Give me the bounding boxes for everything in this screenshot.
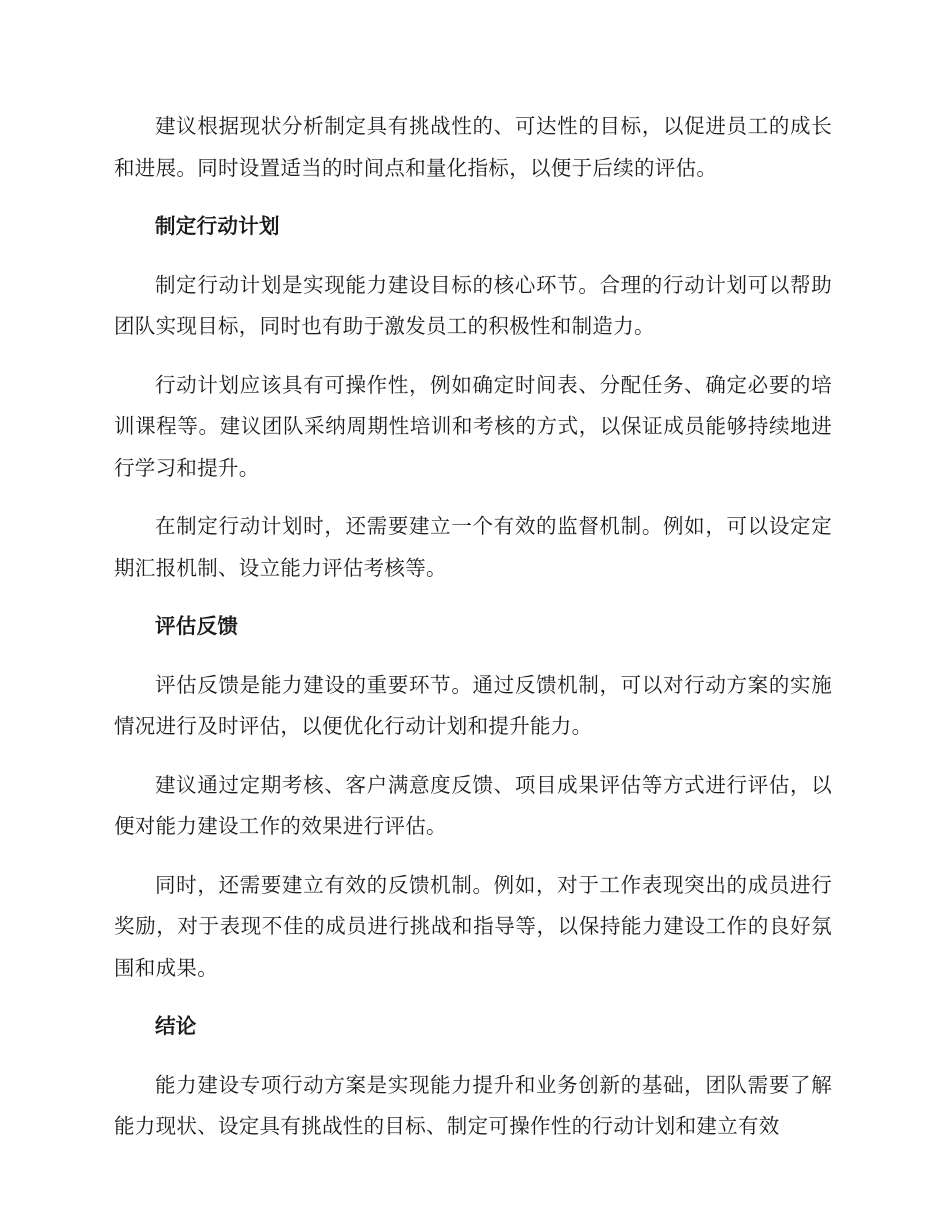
document-body (114, 106, 832, 1165)
heading-action-plan: 制定行动计划 (155, 214, 280, 238)
paragraph-conclusion: 能力建设专项行动方案是实现能力提升和业务创新的基础，团队需要了解能力现状、设定具有挑战性的目标、制定可操作性的行动计划和建立有效 (114, 1072, 832, 1138)
paragraph-feedback-mechanism: 同时，还需要建立有效的反馈机制。例如，对于工作表现突出的成员进行奖励，对于表现不佳的成员进行挑战和指导等，以保持能力建设工作的良好氛围和成果。 (114, 872, 832, 980)
heading-evaluation-feedback: 评估反馈 (155, 614, 239, 638)
paragraph-evaluation-intro: 评估反馈是能力建设的重要环节。通过反馈机制，可以对行动方案的实施情况进行及时评估，以便优化行动计划和提升能力。 (114, 672, 832, 738)
heading-conclusion: 结论 (155, 1014, 197, 1038)
paragraph-evaluation-methods: 建议通过定期考核、客户满意度反馈、项目成果评估等方式进行评估，以便对能力建设工作的效果进行评估。 (114, 772, 832, 838)
paragraph-goal-setting: 建议根据现状分析制定具有挑战性的、可达性的目标，以促进员工的成长和进展。同时设置适当的时间点和量化指标，以便于后续的评估。 (114, 114, 832, 180)
paragraph-action-plan-supervision: 在制定行动计划时，还需要建立一个有效的监督机制。例如，可以设定定期汇报机制、设立能力评估考核等。 (114, 514, 832, 580)
paragraph-action-plan-intro: 制定行动计划是实现能力建设目标的核心环节。合理的行动计划可以帮助团队实现目标，同时也有助于激发员工的积极性和制造力。 (114, 272, 832, 338)
paragraph-action-plan-operability: 行动计划应该具有可操作性，例如确定时间表、分配任务、确定必要的培训课程等。建议团队采纳周期性培训和考核的方式，以保证成员能够持续地进行学习和提升。 (114, 372, 832, 480)
